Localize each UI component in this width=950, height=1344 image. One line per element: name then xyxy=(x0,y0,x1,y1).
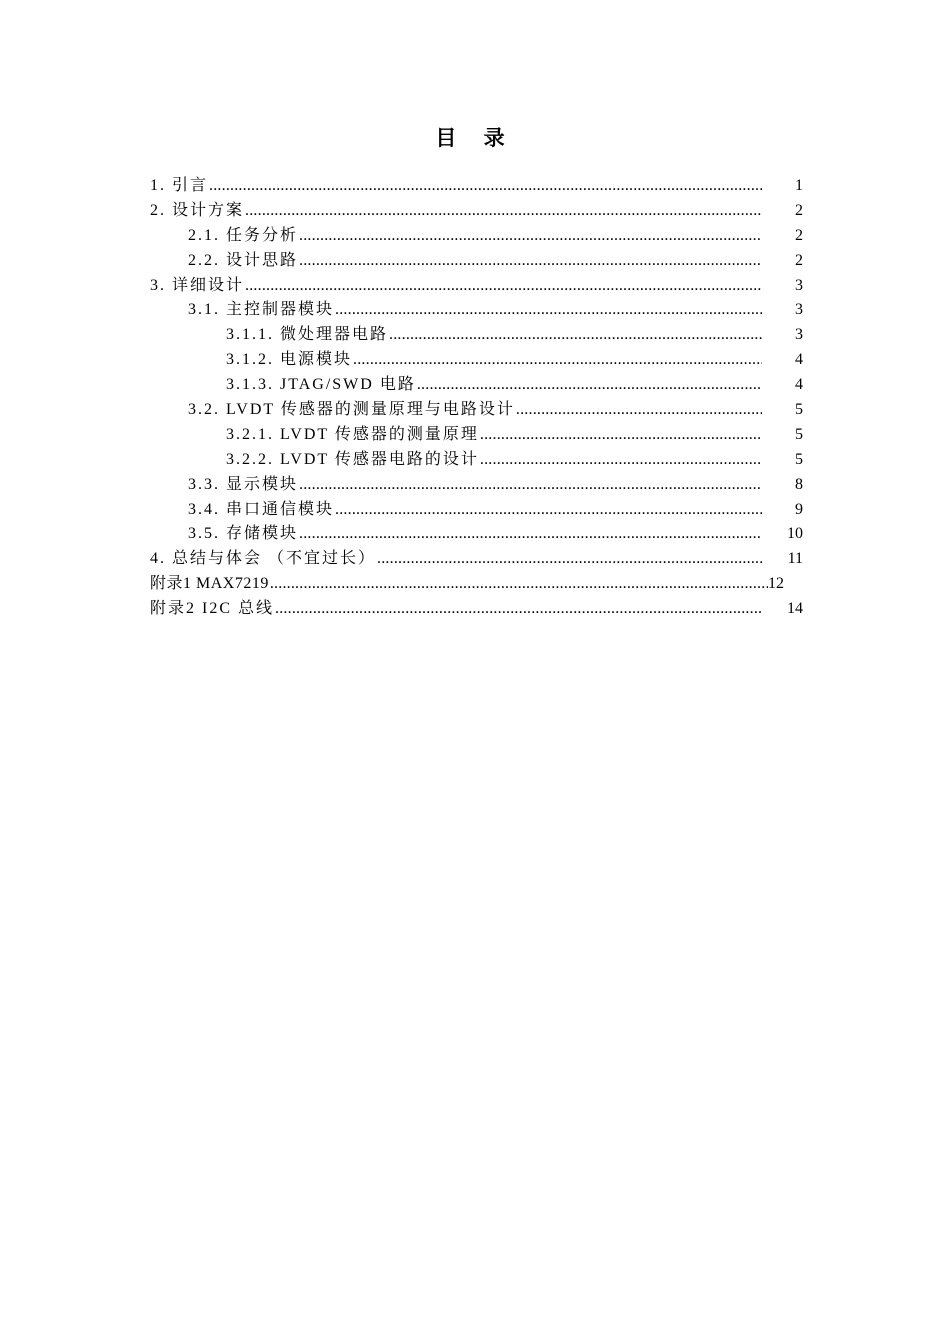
toc-entry-label: 附录2 I2C 总线 xyxy=(150,600,275,618)
toc-entry-label: 2. 设计方案 xyxy=(150,201,245,219)
toc-leader-dots xyxy=(377,547,762,572)
toc-entry-lvdt-principle-and-circuit[interactable] xyxy=(150,398,810,423)
toc-entry-design-plan[interactable] xyxy=(150,199,810,224)
toc-leader-dots xyxy=(299,522,762,547)
toc-entry-label: 3.2.1. LVDT 传感器的测量原理 xyxy=(226,425,479,443)
toc-entry-label: 3.1.2. 电源模块 xyxy=(226,351,353,369)
toc-page-number: 2 xyxy=(795,251,803,269)
toc-page-number: 1 xyxy=(795,177,803,194)
toc-leader-dots xyxy=(353,348,762,373)
toc-page-number: 4 xyxy=(795,351,803,369)
toc-entry-introduction[interactable] xyxy=(150,174,810,199)
toc-entry-lvdt-measurement-principle[interactable] xyxy=(150,423,810,448)
toc-entry-label: 附录1 MAX7219 xyxy=(150,575,269,593)
toc-page-number: 11 xyxy=(787,550,803,568)
toc-entry-label: 3.1.3. JTAG/SWD 电路 xyxy=(226,376,416,394)
toc-leader-dots xyxy=(480,448,762,473)
toc-leader-dots xyxy=(299,473,762,498)
toc-leader-dots xyxy=(335,298,762,323)
toc-page-number: 5 xyxy=(795,425,803,443)
toc-leader-dots xyxy=(245,199,762,224)
toc-entry-power-module[interactable] xyxy=(150,348,810,373)
toc-entry-design-approach[interactable] xyxy=(150,249,810,274)
toc-entry-label: 3. 详细设计 xyxy=(150,276,245,294)
toc-entry-label: 3.1. 主控制器模块 xyxy=(188,301,335,319)
toc-entry-label: 1. 引言 xyxy=(150,177,209,194)
toc-leader-dots xyxy=(245,274,762,299)
toc-entry-detailed-design[interactable] xyxy=(150,274,810,299)
toc-leader-dots xyxy=(389,323,762,348)
toc-page-number: 9 xyxy=(795,500,803,518)
table-of-contents xyxy=(150,174,810,622)
toc-entry-label: 3.5. 存储模块 xyxy=(188,525,299,543)
toc-entry-label: 3.1.1. 微处理器电路 xyxy=(226,326,389,344)
toc-page-number: 3 xyxy=(795,276,803,294)
toc-entry-lvdt-circuit-design[interactable] xyxy=(150,448,810,473)
toc-leader-dots xyxy=(299,224,762,249)
toc-entry-label: 3.2.2. LVDT 传感器电路的设计 xyxy=(226,450,479,468)
toc-leader-dots xyxy=(270,572,768,597)
toc-page-number: 3 xyxy=(795,326,803,344)
toc-entry-appendix-2-i2c-bus[interactable] xyxy=(150,597,810,622)
toc-page-number: 2 xyxy=(795,201,803,219)
toc-page-number: 14 xyxy=(787,600,803,618)
toc-entry-serial-communication-module[interactable] xyxy=(150,498,810,523)
toc-page-number: 10 xyxy=(787,525,803,543)
toc-leader-dots xyxy=(417,373,762,398)
toc-leader-dots xyxy=(480,423,762,448)
toc-page-number: 3 xyxy=(795,301,803,319)
toc-page-number: 2 xyxy=(795,226,803,244)
toc-leader-dots xyxy=(516,398,762,423)
toc-page-number: 4 xyxy=(795,376,803,394)
toc-leader-dots xyxy=(335,498,762,523)
toc-entry-label: 3.2. LVDT 传感器的测量原理与电路设计 xyxy=(188,401,515,419)
toc-page-number: 5 xyxy=(795,401,803,419)
toc-entry-storage-module[interactable] xyxy=(150,522,810,547)
toc-entry-microprocessor-circuit[interactable] xyxy=(150,323,810,348)
toc-entry-appendix-1-max7219[interactable] xyxy=(150,572,810,597)
toc-entry-label: 2.2. 设计思路 xyxy=(188,251,299,269)
toc-entry-main-controller[interactable] xyxy=(150,298,810,323)
toc-page-number: 5 xyxy=(795,450,803,468)
toc-entry-summary[interactable] xyxy=(150,547,810,572)
toc-entry-label: 3.3. 显示模块 xyxy=(188,475,299,493)
toc-title: 目 录 xyxy=(435,126,515,150)
toc-entry-label: 3.4. 串口通信模块 xyxy=(188,500,335,518)
toc-entry-task-analysis[interactable] xyxy=(150,224,810,249)
toc-leader-dots xyxy=(209,174,762,199)
toc-entry-display-module[interactable] xyxy=(150,473,810,498)
toc-leader-dots xyxy=(299,249,762,274)
toc-page-number: 12 xyxy=(768,575,784,593)
toc-leader-dots xyxy=(275,597,762,622)
toc-entry-jtag-swd-circuit[interactable] xyxy=(150,373,810,398)
toc-entry-label: 4. 总结与体会 （不宜过长） xyxy=(150,550,377,568)
toc-entry-label: 2.1. 任务分析 xyxy=(188,226,299,244)
toc-page-number: 8 xyxy=(795,475,803,493)
